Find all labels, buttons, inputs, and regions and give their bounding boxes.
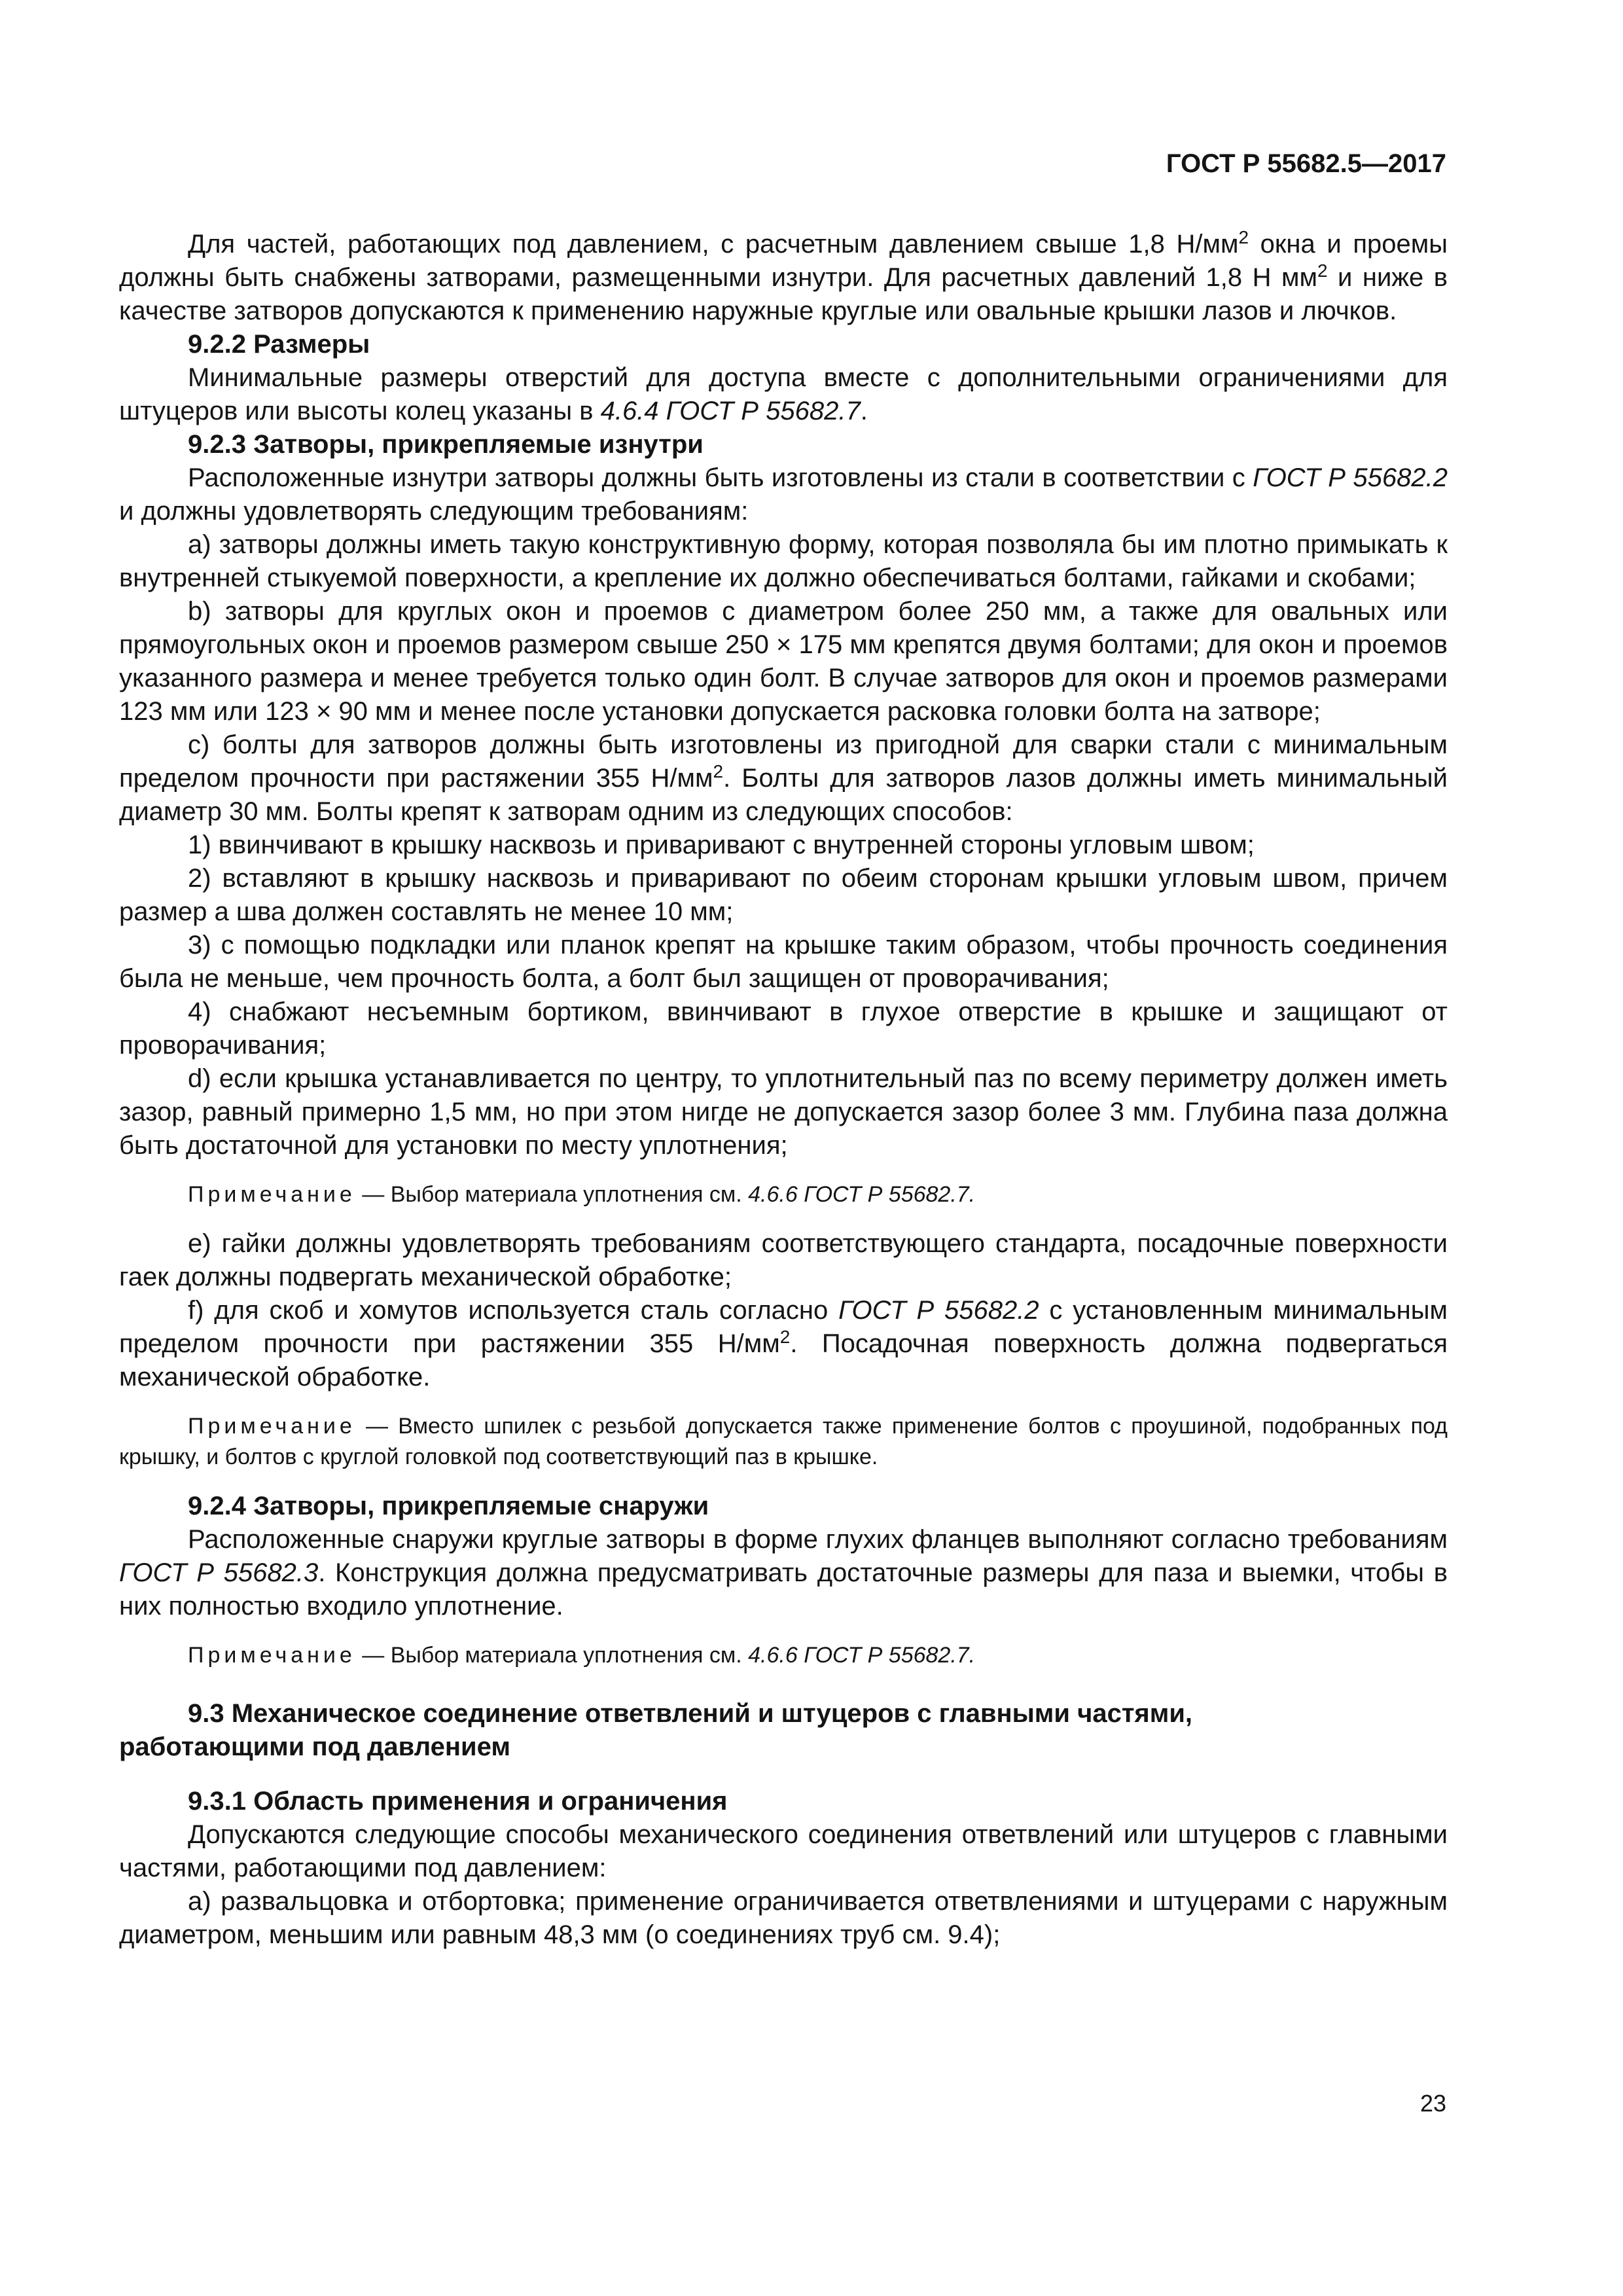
paragraph-dimensions bbox=[119, 361, 1448, 428]
text-run: . Посадочная поверхность должна подвергаться механической обработке. bbox=[119, 1329, 1448, 1391]
text-run: — Вместо шпилек с резьбой допускается также применение болтов с проушиной, подобранных под крышку, и болтов с круглой головкой под соответствующий паз в крышке. bbox=[119, 1414, 1448, 1469]
standard-reference: ГОСТ Р 55682.2 bbox=[838, 1296, 1039, 1325]
note-seal-material-2 bbox=[119, 1640, 1448, 1671]
text-run: с установленным минимальным пределом прочности при растяжении 355 Н/мм bbox=[119, 1296, 1448, 1358]
superscript: 2 bbox=[779, 1327, 791, 1347]
standard-reference: 4.6.6 ГОСТ Р 55682.7. bbox=[748, 1643, 976, 1668]
superscript: 2 bbox=[1317, 260, 1328, 281]
heading-9-2-2: 9.2.2 Размеры bbox=[188, 330, 370, 359]
list-item-a: a) затворы должны иметь такую конструктивную форму, которая позволяла бы им плотно примыкать к внутренней стыкуемой поверхности, а крепление их должно обеспечиваться болтами, гайками и скобами; bbox=[119, 530, 1448, 592]
list-item-b: b) затворы для круглых окон и проемов с диаметром более 250 мм, а также для овальных или прямоугольных окон и проемов размером свыше 250 × 175 мм крепятся двумя болтами; для окон и проемов указанного размера и менее требуется только один болт. В случае затворов для окон и проемов размерами 123 мм или 123 × 90 мм и менее после установки допускается расковка головки болта на затворе; bbox=[119, 597, 1448, 726]
note-label: Примечание bbox=[188, 1643, 356, 1668]
text-run: f) для скоб и хомутов используется сталь согласно bbox=[188, 1296, 839, 1325]
page-body bbox=[119, 228, 1448, 1952]
list-item-e: e) гайки должны удовлетворять требованиям соответствующего стандарта, посадочные поверхности гаек должны подвергать механической обработке; bbox=[119, 1229, 1448, 1291]
heading-line: 9.3 Механическое соединение ответвлений и штуцеров с главными частями, bbox=[188, 1699, 1193, 1728]
text-run: . Болты для затворов лазов должны иметь минимальный диаметр 30 мм. Болты крепят к затворам одним из следующих способов: bbox=[119, 764, 1448, 826]
list-item-c4: 4) снабжают несъемным бортиком, ввинчивают в глухое отверстие в крышке и защищают от проворачивания; bbox=[119, 997, 1448, 1060]
text-run: Расположенные снаружи круглые затворы в форме глухих фланцев выполняют согласно требованиям bbox=[188, 1525, 1448, 1554]
superscript: 2 bbox=[1238, 227, 1249, 247]
note-bolts bbox=[119, 1411, 1448, 1473]
list-item-c bbox=[119, 728, 1448, 829]
standard-reference: ГОСТ Р 55682.2 bbox=[1253, 463, 1448, 492]
list-item-a-expansion: a) развальцовка и отбортовка; применение ограничивается ответвлениями и штуцерами с наружным диаметром, меньшим или равным 48,3 мм (о соединениях труб см. 9.4); bbox=[119, 1887, 1448, 1949]
text-run: Расположенные изнутри затворы должны быть изготовлены из стали в соответствии с bbox=[188, 463, 1253, 492]
list-item-f bbox=[119, 1294, 1448, 1394]
note-label: Примечание bbox=[188, 1182, 356, 1207]
page-number: 23 bbox=[1419, 2090, 1446, 2117]
standard-reference: 4.6.4 ГОСТ Р 55682.7 bbox=[600, 397, 861, 425]
standard-reference: 4.6.6 ГОСТ Р 55682.7. bbox=[748, 1182, 976, 1207]
heading-9-3-1: 9.3.1 Область применения и ограничения bbox=[188, 1787, 728, 1816]
paragraph-mechanical-joints: Допускаются следующие способы механического соединения ответвлений или штуцеров с главными частями, работающими под давлением: bbox=[119, 1820, 1448, 1882]
text-run: . Конструкция должна предусматривать достаточные размеры для паза и выемки, чтобы в них полностью входило уплотнение. bbox=[119, 1558, 1448, 1621]
text-run: . bbox=[860, 397, 868, 425]
text-run: — Выбор материала уплотнения см. bbox=[355, 1643, 749, 1668]
text-run: и ниже в качестве затворов допускаются к применению наружные круглые или овальные крышки лазов и лючков. bbox=[119, 263, 1448, 325]
paragraph-inside-closures bbox=[119, 461, 1448, 528]
heading-9-3 bbox=[119, 1697, 1448, 1764]
paragraph-pressure-windows bbox=[119, 228, 1448, 328]
heading-9-2-4: 9.2.4 Затворы, прикрепляемые снаружи bbox=[188, 1492, 709, 1520]
standard-reference: ГОСТ Р 55682.3 bbox=[119, 1558, 319, 1587]
text-run: Для частей, работающих под давлением, с расчетным давлением свыше 1,8 Н/мм bbox=[188, 230, 1239, 259]
list-item-c3: 3) с помощью подкладки или планок крепят на крышке таким образом, чтобы прочность соединения была не меньше, чем прочность болта, а болт был защищен от проворачивания; bbox=[119, 931, 1448, 993]
list-item-c2: 2) вставляют в крышку насквозь и приваривают по обеим сторонам крышки угловым швом, причем размер а шва должен составлять не менее 10 мм; bbox=[119, 864, 1448, 926]
text-run: окна и проемы должны быть снабжены затворами, размещенными изнутри. Для расчетных давлений 1,8 Н мм bbox=[119, 230, 1448, 292]
list-item-d: d) если крышка устанавливается по центру, то уплотнительный паз по всему периметру должен иметь зазор, равный примерно 1,5 мм, но при этом нигде не допускается зазор более 3 мм. Глубина паза должна быть достаточной для установки по месту уплотнения; bbox=[119, 1064, 1448, 1160]
text-run: — Выбор материала уплотнения см. bbox=[355, 1182, 749, 1207]
text-run: и должны удовлетворять следующим требованиям: bbox=[119, 497, 749, 526]
heading-line: работающими под давлением bbox=[119, 1732, 510, 1761]
text-run: Минимальные размеры отверстий для доступа вместе с дополнительными ограничениями для штуцеров или высоты колец указаны в bbox=[119, 363, 1448, 425]
standard-header: ГОСТ Р 55682.5—2017 bbox=[1166, 149, 1446, 178]
heading-9-2-3: 9.2.3 Затворы, прикрепляемые изнутри bbox=[188, 430, 704, 459]
note-label: Примечание bbox=[188, 1414, 356, 1439]
note-seal-material bbox=[119, 1179, 1448, 1210]
paragraph-outside-closures bbox=[119, 1523, 1448, 1623]
superscript: 2 bbox=[713, 761, 724, 781]
text-run: c) болты для затворов должны быть изготовлены из пригодной для сварки стали с минимальным пределом прочности при растяжении 355 Н/мм bbox=[119, 730, 1448, 793]
list-item-c1: 1) ввинчивают в крышку насквозь и приваривают с внутренней стороны угловым швом; bbox=[188, 831, 1255, 859]
